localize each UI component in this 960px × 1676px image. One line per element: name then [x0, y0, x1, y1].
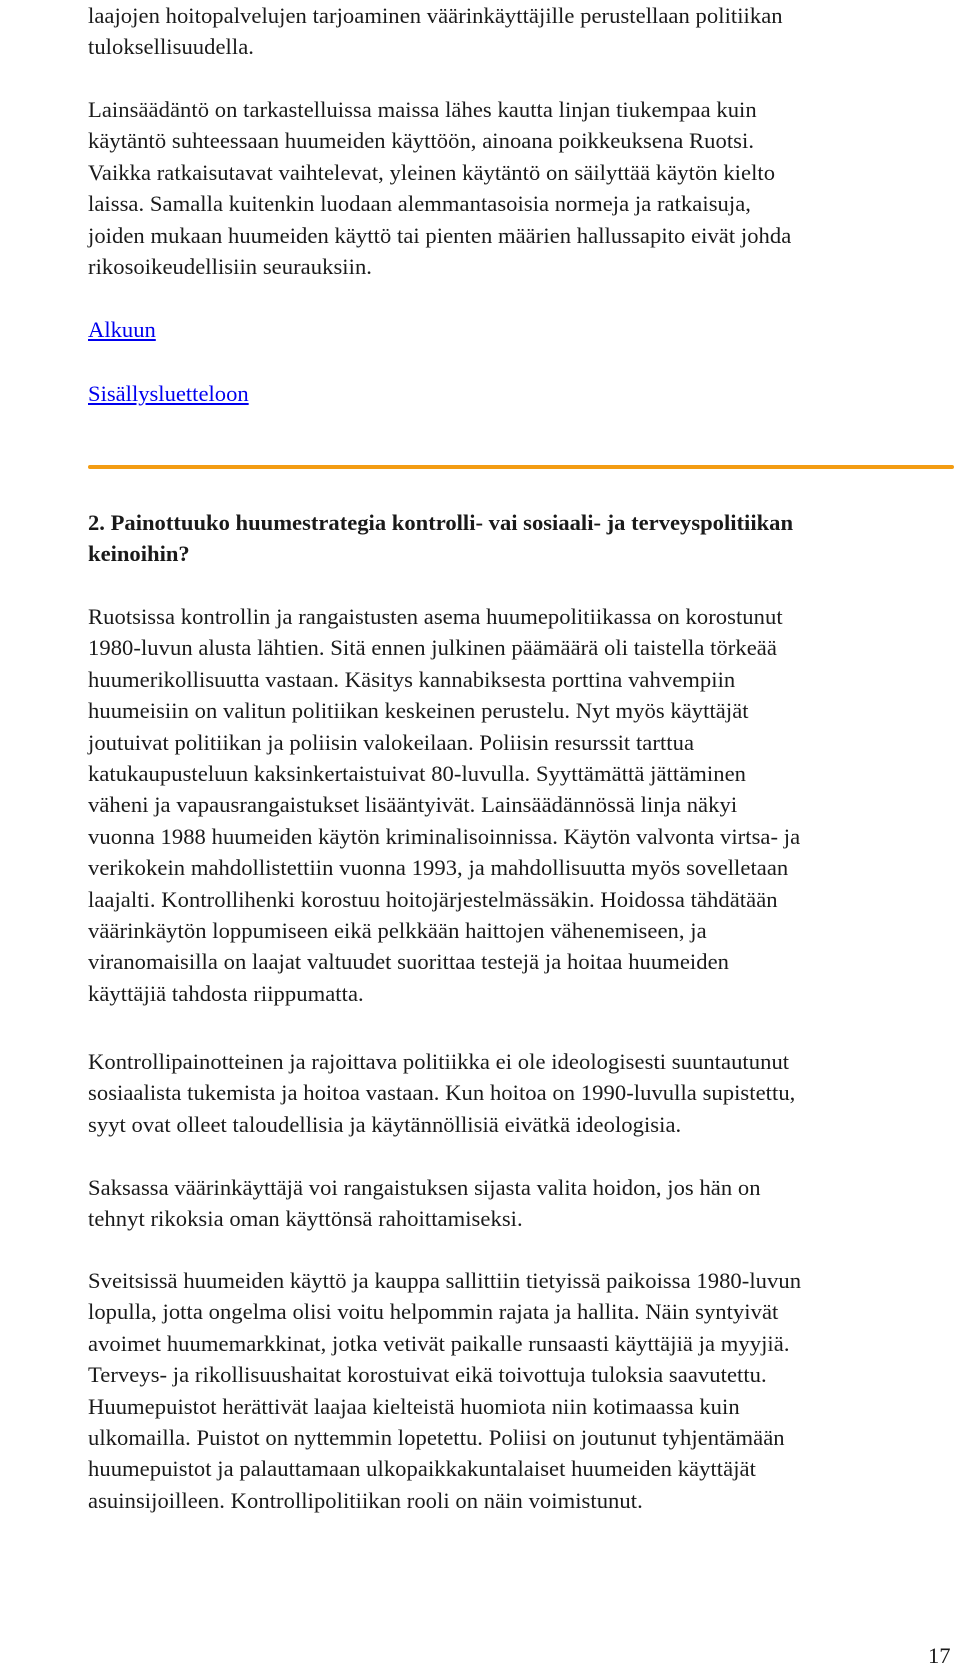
germany-paragraph: [88, 1172, 761, 1235]
intro-paragraph-continued: [88, 0, 783, 63]
text-line: Saksassa väärinkäyttäjä voi rangaistuksen sijasta valita hoidon, jos hän on: [88, 1175, 761, 1200]
text-line: asuinsijoilleen. Kontrollipolitiikan rooli on näin voimistunut.: [88, 1487, 643, 1513]
heading-line: keinoihin?: [88, 541, 190, 567]
text-line: joiden mukaan huumeiden käyttö tai pienten määrien hallussapito eivät johda: [88, 222, 792, 248]
text-line: huumepuistot ja palauttamaan ulkopaikkakuntalaiset huumeiden käyttäjät: [88, 1456, 756, 1482]
text-line: Vaikka ratkaisutavat vaihtelevat, yleinen käytäntö on säilyttää käytön kielto: [88, 159, 776, 185]
text-line: väärinkäytön loppumiseen eikä pelkkään haittojen vähenemiseen, ja: [88, 918, 707, 944]
text-line: sosiaalista tukemista ja hoitoa vastaan. Kun hoitoa on 1990-luvulla supistettu,: [88, 1080, 796, 1106]
text-line: Sveitsissä huumeiden käyttö ja kauppa sallittiin tietyissä paikoissa 1980-luvun: [88, 1268, 802, 1293]
text-line: tehnyt rikoksia oman käyttönsä rahoittamiseksi.: [88, 1206, 523, 1232]
text-line: katukaupusteluun kaksinkertaistuivat 80-luvulla. Syyttämättä jättäminen: [88, 761, 746, 787]
text-line: verikokein mahdollistettiin vuonna 1993, ja mahdollisuutta myös sovelletaan: [88, 855, 789, 881]
text-line: 1980-luvun alusta lähtien. Sitä ennen julkinen päämäärä oli taistella törkeää: [88, 635, 777, 661]
text-line: Ruotsissa kontrollin ja rangaistusten asema huumepolitiikassa on korostunut: [88, 604, 783, 629]
text-line: laajalti. Kontrollihenki korostuu hoitojärjestelmässäkin. Hoidossa tähdätään: [88, 886, 778, 912]
text-line: laajojen hoitopalvelujen tarjoaminen väärinkäyttäjille perustellaan politiikan: [88, 3, 783, 28]
text-line: Terveys- ja rikollisuushaitat korostuivat eikä toivottuja tuloksia saavutettu.: [88, 1362, 767, 1388]
text-line: väheni ja vapausrangaistukset lisääntyivät. Lainsäädännössä linja näkyi: [88, 792, 738, 818]
text-line: vuonna 1988 huumeiden käytön kriminalisoinnissa. Käytön valvonta virtsa- ja: [88, 823, 801, 849]
text-line: käyttäjiä tahdosta riippumatta.: [88, 980, 364, 1006]
text-line: syyt ovat olleet taloudellisia ja käytännöllisiä eivätkä ideologisia.: [88, 1111, 682, 1137]
control-policy-paragraph: [88, 1046, 795, 1140]
switzerland-paragraph: [88, 1265, 801, 1516]
text-line: lopulla, jotta ongelma olisi voitu helpommin rajata ja hallita. Näin syntyivät: [88, 1299, 779, 1325]
text-line: Kontrollipainotteinen ja rajoittava politiikka ei ole ideologisesti suuntautunut: [88, 1049, 790, 1074]
text-line: Huumepuistot herättivät laajaa kielteistä huomiota niin kotimaassa kuin: [88, 1393, 740, 1419]
text-line: huumeisiin on valitun politiikan keskeinen perustelu. Nyt myös käyttäjät: [88, 698, 749, 724]
back-to-top-link[interactable]: Alkuun: [88, 317, 156, 342]
legislation-paragraph: [88, 94, 791, 282]
sweden-paragraph: [88, 601, 800, 1009]
text-line: viranomaisilla on laajat valtuudet suorittaa testejä ja hoitaa huumeiden: [88, 949, 730, 975]
text-line: rikosoikeudellisiin seurauksiin.: [88, 254, 372, 280]
text-line: avoimet huumemarkkinat, jotka vetivät paikalle runsaasti käyttäjiä ja myyjiä.: [88, 1330, 790, 1356]
table-of-contents-link[interactable]: Sisällysluetteloon: [88, 381, 249, 406]
text-line: joutuivat politiikan ja poliisin valokeilaan. Poliisin resurssit tarttua: [88, 729, 695, 755]
section-heading: [88, 507, 793, 570]
text-line: laissa. Samalla kuitenkin luodaan alemmantasoisia normeja ja ratkaisuja,: [88, 191, 752, 217]
text-line: ulkomailla. Puistot on nyttemmin lopetettu. Poliisi on joutunut tyhjentämään: [88, 1425, 785, 1451]
text-line: tuloksellisuudella.: [88, 34, 254, 60]
text-line: huumerikollisuutta vastaan. Käsitys kannabiksesta porttina vahvempiin: [88, 666, 736, 692]
page-number: 17: [928, 1643, 951, 1668]
text-line: Lainsäädäntö on tarkastelluissa maissa lähes kautta linjan tiukempaa kuin: [88, 97, 757, 122]
heading-line: 2. Painottuuko huumestrategia kontrolli- vai sosiaali- ja terveyspolitiikan: [88, 510, 794, 535]
section-divider: [88, 465, 954, 469]
text-line: käytäntö suhteessaan huumeiden käyttöön, ainoana poikkeuksena Ruotsi.: [88, 128, 755, 154]
